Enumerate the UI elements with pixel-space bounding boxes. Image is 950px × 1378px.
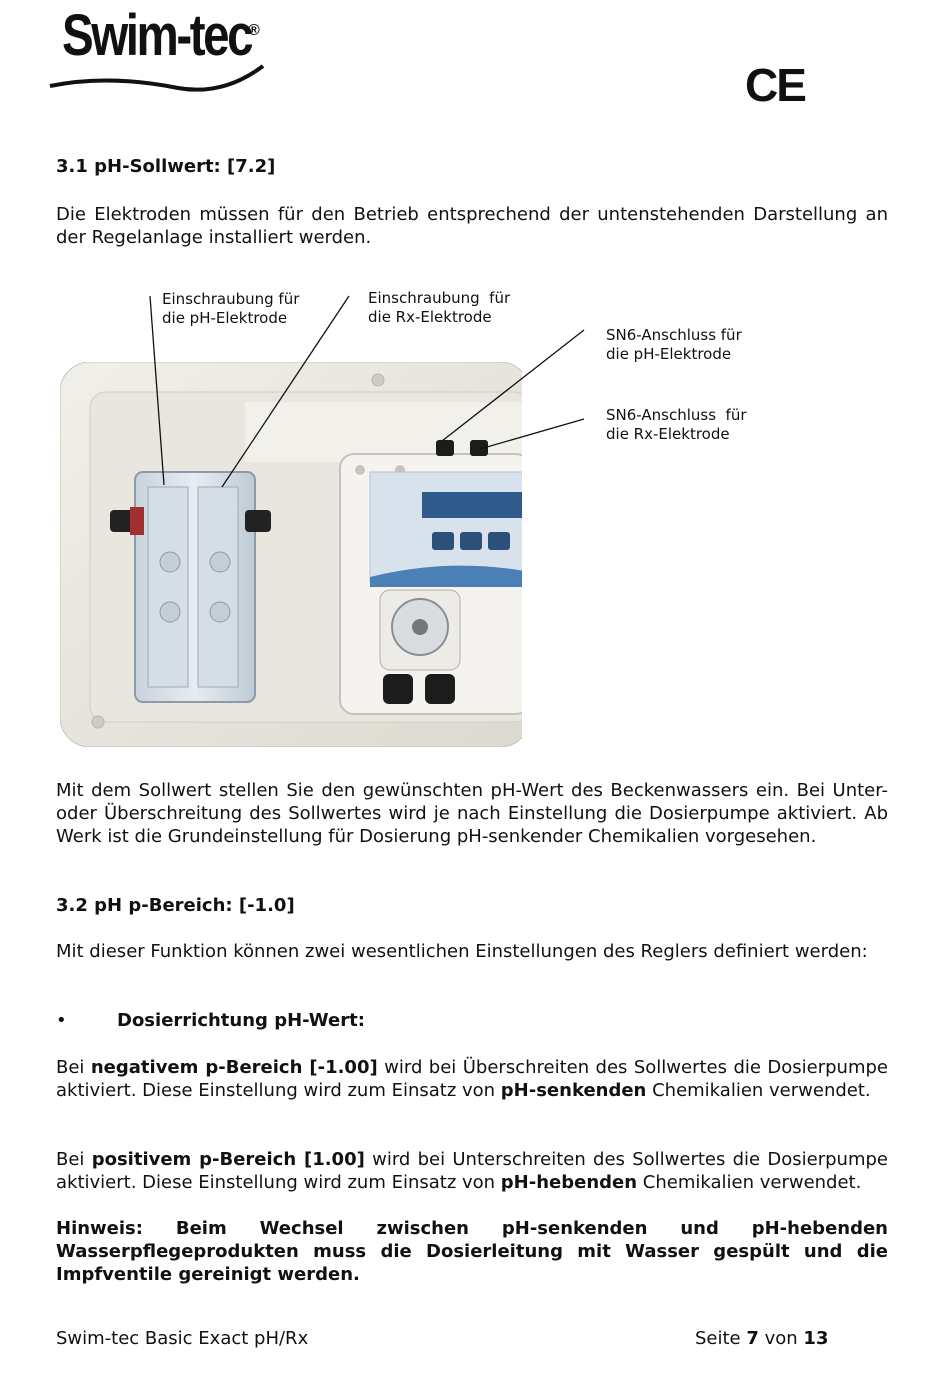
section-heading-3-1: 3.1 pH-Sollwert: [7.2]	[56, 156, 276, 177]
ce-mark: CE	[745, 59, 805, 111]
label-ph-screw: Einschraubung für die pH-Elektrode	[162, 290, 300, 327]
paragraph-positive: Bei positivem p-Bereich [1.00] wird bei Unterschreiten des Sollwertes die Dosierpumpe aktiviert. Diese Einstellung wird zum Einsatz von pH-hebenden Chemikalien verwendet.	[56, 1149, 888, 1193]
label-rx-screw: Einschraubung für die Rx-Elektrode	[368, 289, 511, 326]
bullet-heading: Dosierrichtung pH-Wert:	[117, 1010, 365, 1031]
paragraph-negative: Bei negativem p-Bereich [-1.00] wird bei Überschreiten des Sollwertes die Dosierpumpe aktiviert. Diese Einstellung wird zum Einsatz von pH-senkenden Chemikalien verwendet.	[56, 1057, 888, 1101]
section-heading-3-2: 3.2 pH p-Bereich: [-1.0]	[56, 895, 295, 916]
section-intro-3-2: Mit dieser Funktion können zwei wesentlichen Einstellungen des Reglers definiert werden:	[56, 941, 868, 962]
footer-page-number: Seite 7 von 13	[695, 1328, 829, 1349]
label-sn6-ph: SN6-Anschluss für die pH-Elektrode	[606, 326, 742, 363]
bullet-marker: •	[56, 1010, 67, 1031]
footer-title: Swim-tec Basic Exact pH/Rx	[56, 1328, 309, 1349]
paragraph-sollwert: Mit dem Sollwert stellen Sie den gewünschten pH-Wert des Beckenwassers ein. Bei Unter- oder Überschreitung des Sollwertes wird je nach Einstellung die Dosierpumpe aktiviert. Ab Werk ist die Grundeinstellung für Dosierung pH-senkender Chemikalien vorgesehen.	[56, 780, 888, 847]
registered-mark: ®	[248, 22, 260, 39]
note-hinweis: Hinweis: Beim Wechsel zwischen pH-senkenden und pH-hebenden Wasserpflegeprodukten muss die Dosierleitung mit Wasser gespült und die Impfventile gereinigt werden.	[56, 1218, 888, 1285]
section-intro-3-1: Die Elektroden müssen für den Betrieb entsprechend der untenstehenden Darstellung an der Regelanlage installiert werden.	[56, 204, 888, 248]
label-sn6-rx: SN6-Anschluss für die Rx-Elektrode	[606, 406, 747, 443]
swimtec-logo: Swim-tec	[62, 3, 252, 68]
